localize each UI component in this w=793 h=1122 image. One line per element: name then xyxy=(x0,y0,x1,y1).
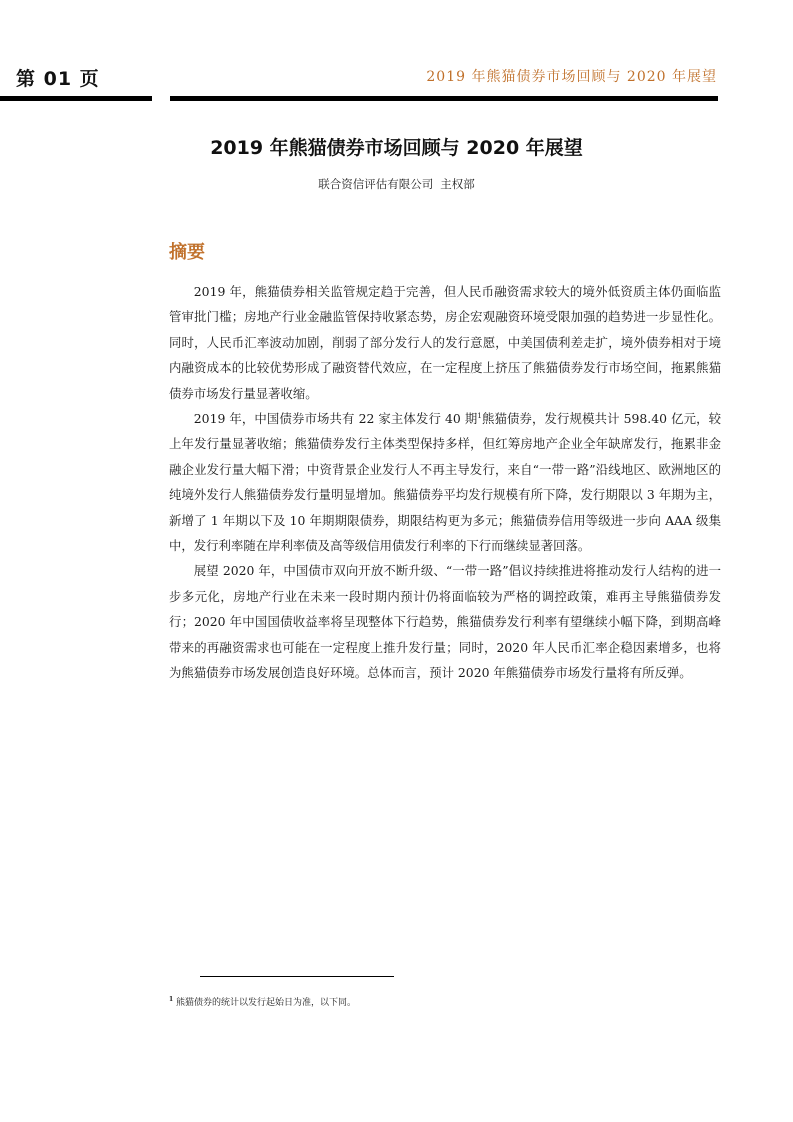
section-heading-abstract: 摘要 xyxy=(169,242,205,263)
footnote-marker: 1 xyxy=(169,996,174,1003)
document-title: 2019 年熊猫债券市场回顾与 2020 年展望 xyxy=(210,137,583,159)
header-rule-left xyxy=(0,96,152,101)
footnote-text: 熊猫债券的统计以发行起始日为准，以下同。 xyxy=(173,998,357,1008)
footnote-separator xyxy=(200,976,394,977)
abstract-paragraph-3: 展望 2020 年，中国债市双向开放不断升级、“一带一路”倡议持续推进将推动发行人结构的进一步多元化，房地产行业在未来一段时期内预计仍将面临较为严格的调控政策，难再主导熊猫债券发行；2020 年中国国债收益率将呈现整体下行趋势，熊猫债券发行利率有望继续小幅下降，到期高峰带来的再融资需求也可能在一定程度上推升发行量；同时，2020 年人民币汇率企稳因素增多，也将为熊猫债券市场发展创造良好环境。总体而言，预计 2020 年熊猫债券市场发行量将有所反弹。 xyxy=(169,563,721,681)
header-rule-right xyxy=(170,96,718,101)
running-header-title: 2019 年熊猫债券市场回顾与 2020 年展望 xyxy=(426,69,717,85)
abstract-body xyxy=(169,279,721,686)
abstract-paragraph-1: 2019 年，熊猫债券相关监管规定趋于完善，但人民币融资需求较大的境外低资质主体仍面临监管审批门槛；房地产行业金融监管保持收紧态势，房企宏观融资环境受限加强的趋势进一步显性化。同时，人民币汇率波动加剧，削弱了部分发行人的发行意愿，中美国债利差走扩，境外债券相对于境内融资成本的比较优势形成了融资替代效应，在一定程度上挤压了熊猫债券发行市场空间，拖累熊猫债券市场发行量显著收缩。 xyxy=(169,284,721,401)
page-number-label: 第 01 页 xyxy=(16,68,100,90)
document-author: 联合资信评估有限公司 主权部 xyxy=(318,177,475,191)
abstract-paragraph-2-text-b: 熊猫债券，发行规模共计 598.40 亿元，较上年发行量显著收缩；熊猫债券发行主体类型保持多样，但红筹房地产企业全年缺席发行，拖累非金融企业发行量大幅下滑；中资背景企业发行人不再主导发行，来自“一带一路”沿线地区、欧洲地区的纯境外发行人熊猫债券发行量明显增加。熊猫债券平均发行规模有所下降，发行期限以 3 年期为主，新增了 1 年期以下及 10 年期期限债券，期限结构更为多元；熊猫债券信用等级进一步向 AAA 级集中，发行利率随在岸利率债及高等级信用债发行利率的下行而继续显著回落。 xyxy=(169,411,722,554)
abstract-paragraph-2 xyxy=(169,406,721,558)
footnote-reference[interactable]: 1 xyxy=(477,411,482,420)
footnote xyxy=(169,995,356,1008)
abstract-paragraph-2-text-a: 2019 年，中国债券市场共有 22 家主体发行 40 期 xyxy=(193,411,478,427)
